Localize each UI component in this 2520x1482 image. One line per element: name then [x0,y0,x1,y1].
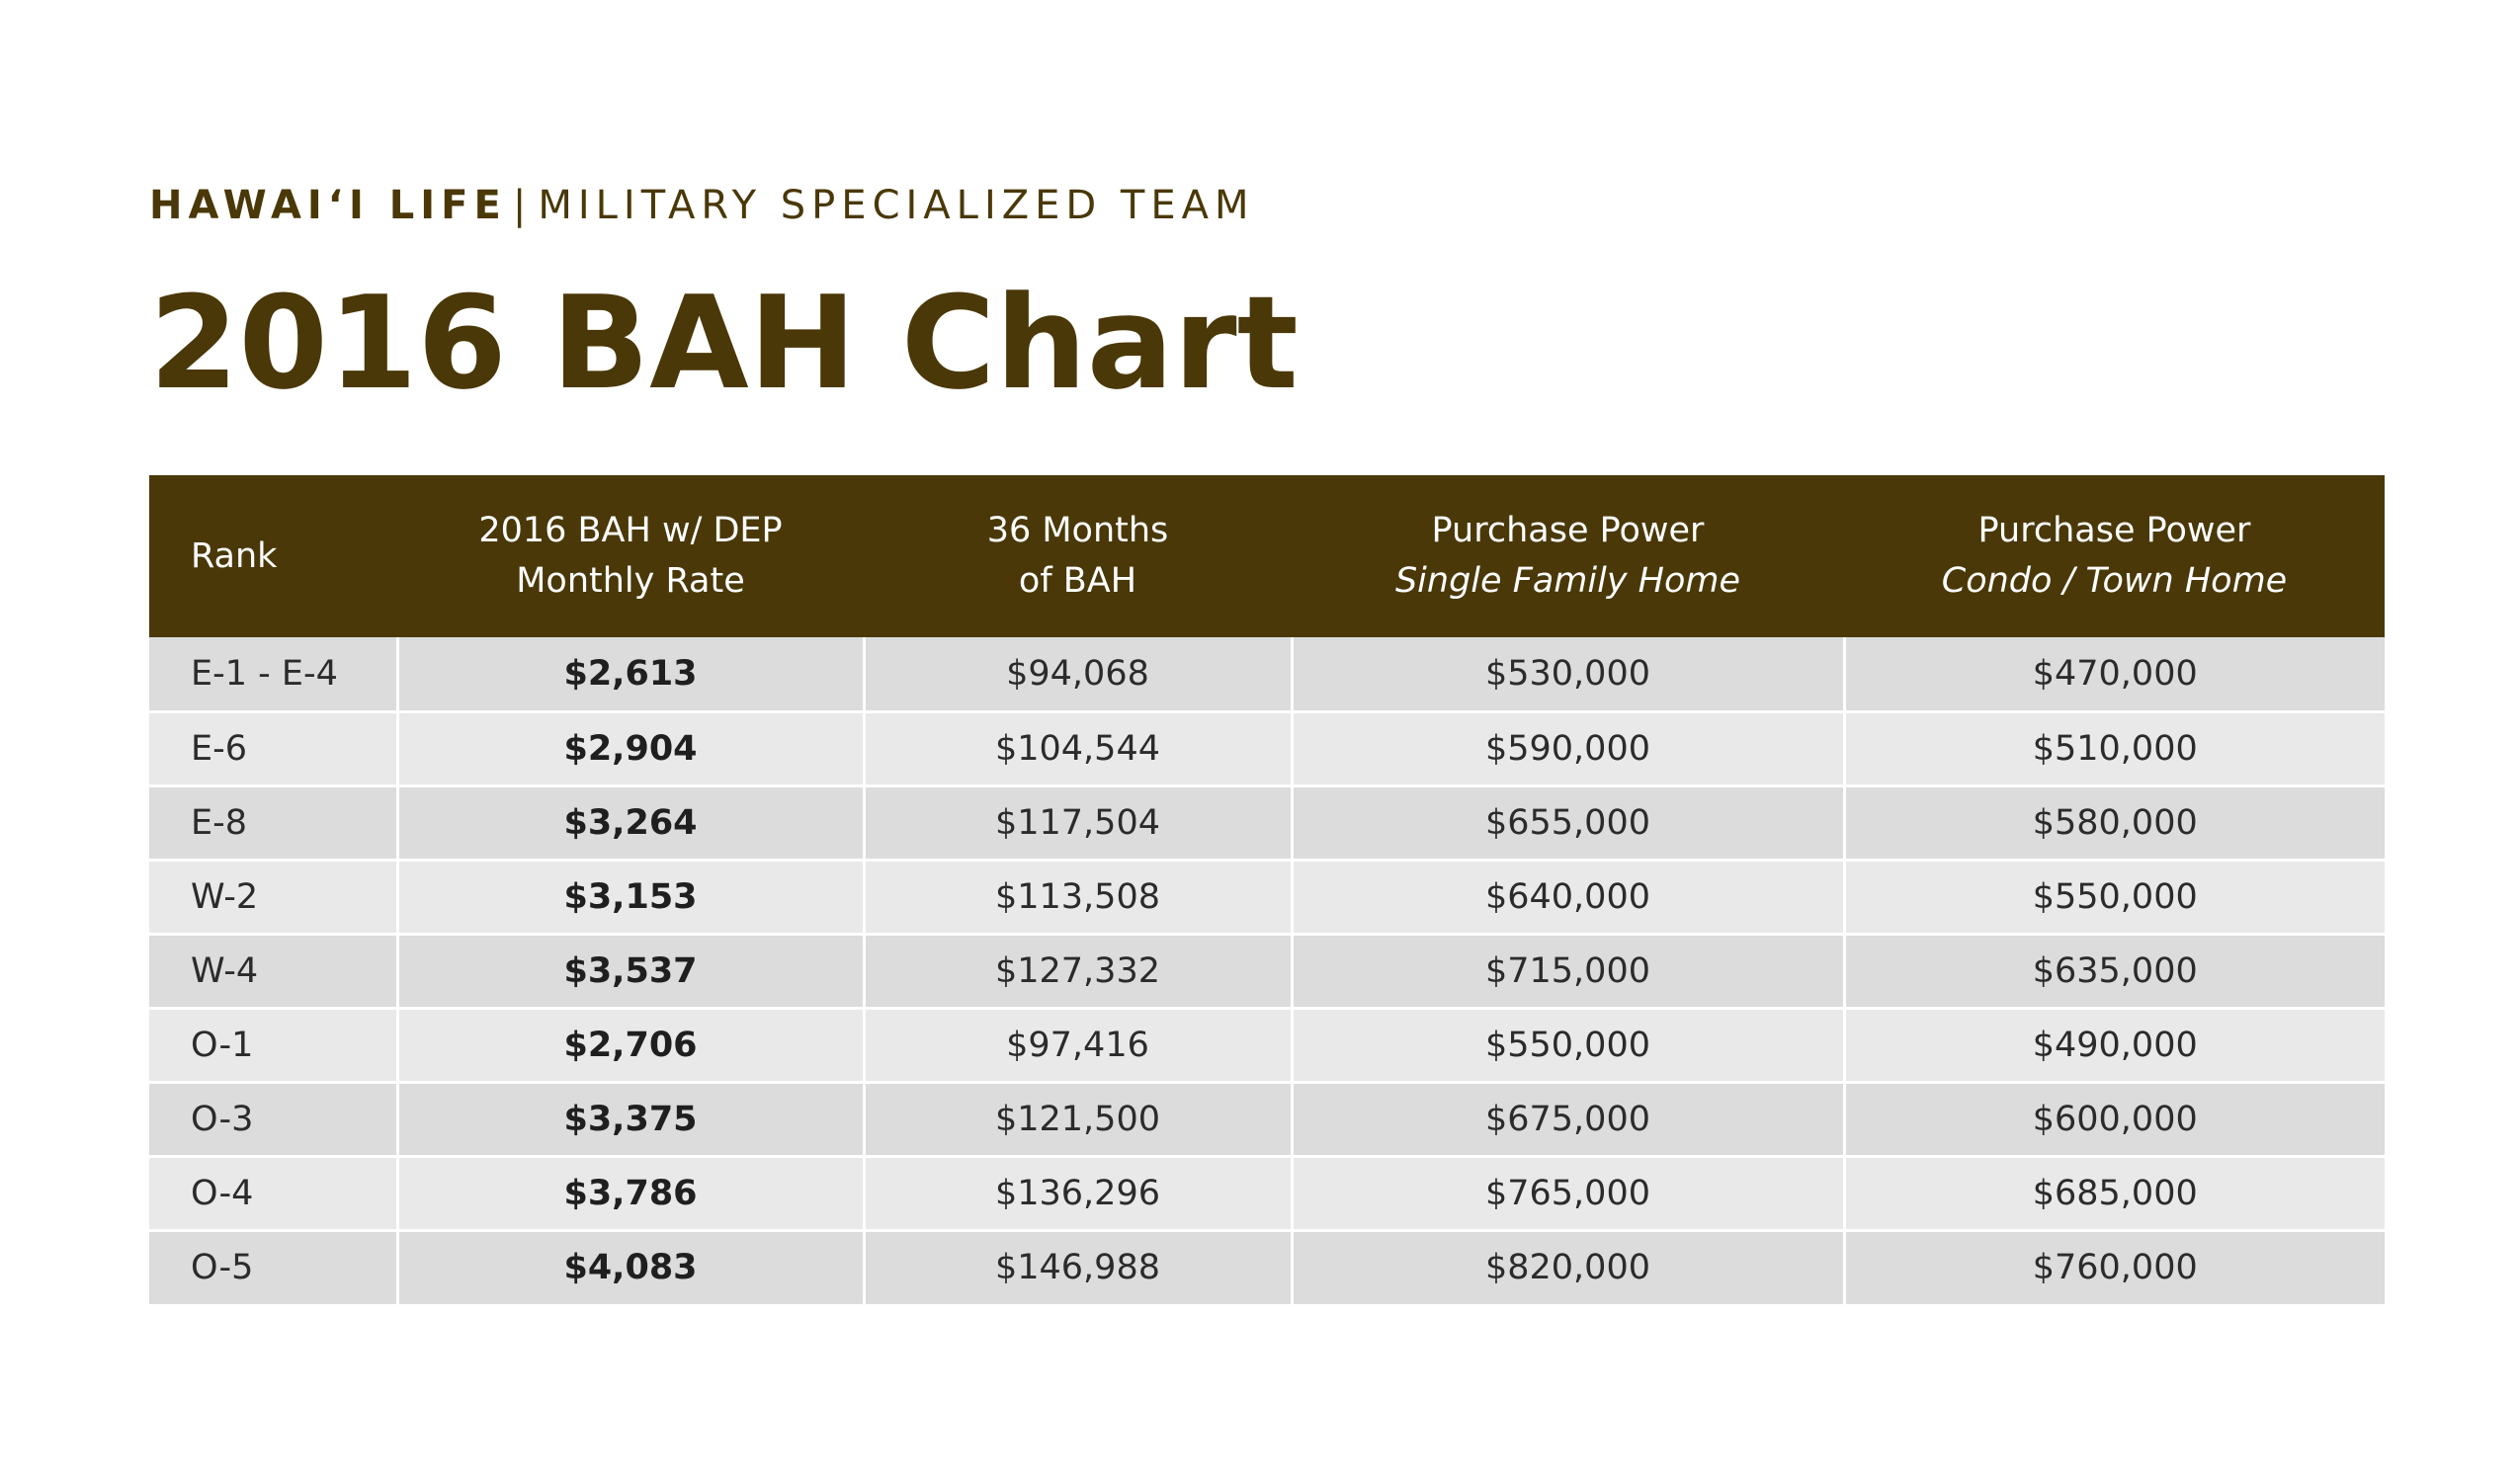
rank-cell: E-6 [149,711,397,785]
brand-separator: | [512,183,533,228]
monthly-rate-cell: $2,613 [397,637,864,711]
condo-cell: $635,000 [1844,934,2385,1008]
table-row [149,637,2385,711]
table-row [149,934,2385,1008]
single-family-cell: $550,000 [1292,1008,1844,1082]
brand-line [149,178,1299,233]
condo-cell: $490,000 [1844,1008,2385,1082]
monthly-rate-cell: $3,537 [397,934,864,1008]
months-36-cell: $127,332 [864,934,1292,1008]
table-row [149,711,2385,785]
single-family-cell: $640,000 [1292,860,1844,934]
condo-cell: $510,000 [1844,711,2385,785]
months-36-cell: $136,296 [864,1156,1292,1230]
brand-name: HAWAI‘I LIFE [149,183,507,228]
single-family-cell: $590,000 [1292,711,1844,785]
condo-cell: $550,000 [1844,860,2385,934]
monthly-rate-cell: $3,786 [397,1156,864,1230]
table-header-row [149,475,2385,637]
condo-cell: $760,000 [1844,1230,2385,1304]
months-36-cell: $104,544 [864,711,1292,785]
months-36-cell: $94,068 [864,637,1292,711]
table-row [149,1156,2385,1230]
bah-table-container [149,475,2385,1304]
rank-cell: E-1 - E-4 [191,653,338,694]
column-header-36-months: 36 Months of BAH [986,511,1169,601]
single-family-cell: $820,000 [1292,1230,1844,1304]
table-row [149,1230,2385,1304]
table-row [149,785,2385,860]
condo-cell: $600,000 [1844,1082,2385,1156]
table-row [149,1082,2385,1156]
column-header-condo: Purchase Power Condo / Town Home [1941,511,2288,601]
monthly-rate-cell: $2,706 [397,1008,864,1082]
single-family-cell: $655,000 [1292,785,1844,860]
rank-cell: W-2 [149,860,397,934]
column-header-single-family: Purchase Power Single Family Home [1394,511,1741,601]
rank-cell: O-3 [149,1082,397,1156]
column-header-rank: Rank [191,535,278,576]
months-36-cell: $97,416 [864,1008,1292,1082]
condo-cell: $685,000 [1844,1156,2385,1230]
single-family-cell: $530,000 [1292,637,1844,711]
monthly-rate-cell: $2,904 [397,711,864,785]
months-36-cell: $121,500 [864,1082,1292,1156]
rank-cell: W-4 [149,934,397,1008]
monthly-rate-cell: $4,083 [397,1230,864,1304]
rank-cell: O-1 [149,1008,397,1082]
table-row [149,1008,2385,1082]
single-family-cell: $675,000 [1292,1082,1844,1156]
months-36-cell: $113,508 [864,860,1292,934]
rank-cell: O-5 [149,1230,397,1304]
page-title: 2016 BAH Chart [149,268,1299,418]
monthly-rate-cell: $3,375 [397,1082,864,1156]
condo-cell: $470,000 [1844,637,2385,711]
months-36-cell: $146,988 [864,1230,1292,1304]
team-name: MILITARY SPECIALIZED TEAM [538,183,1255,228]
monthly-rate-cell: $3,264 [397,785,864,860]
single-family-cell: $765,000 [1292,1156,1844,1230]
rank-cell: O-4 [149,1156,397,1230]
single-family-cell: $715,000 [1292,934,1844,1008]
rank-cell: E-8 [149,785,397,860]
column-header-monthly-rate: 2016 BAH w/ DEP Monthly Rate [478,511,783,601]
condo-cell: $580,000 [1844,785,2385,860]
months-36-cell: $117,504 [864,785,1292,860]
bah-table [149,475,2385,1304]
page-header [149,178,1299,417]
table-body [149,637,2385,1304]
table-row [149,860,2385,934]
monthly-rate-cell: $3,153 [397,860,864,934]
